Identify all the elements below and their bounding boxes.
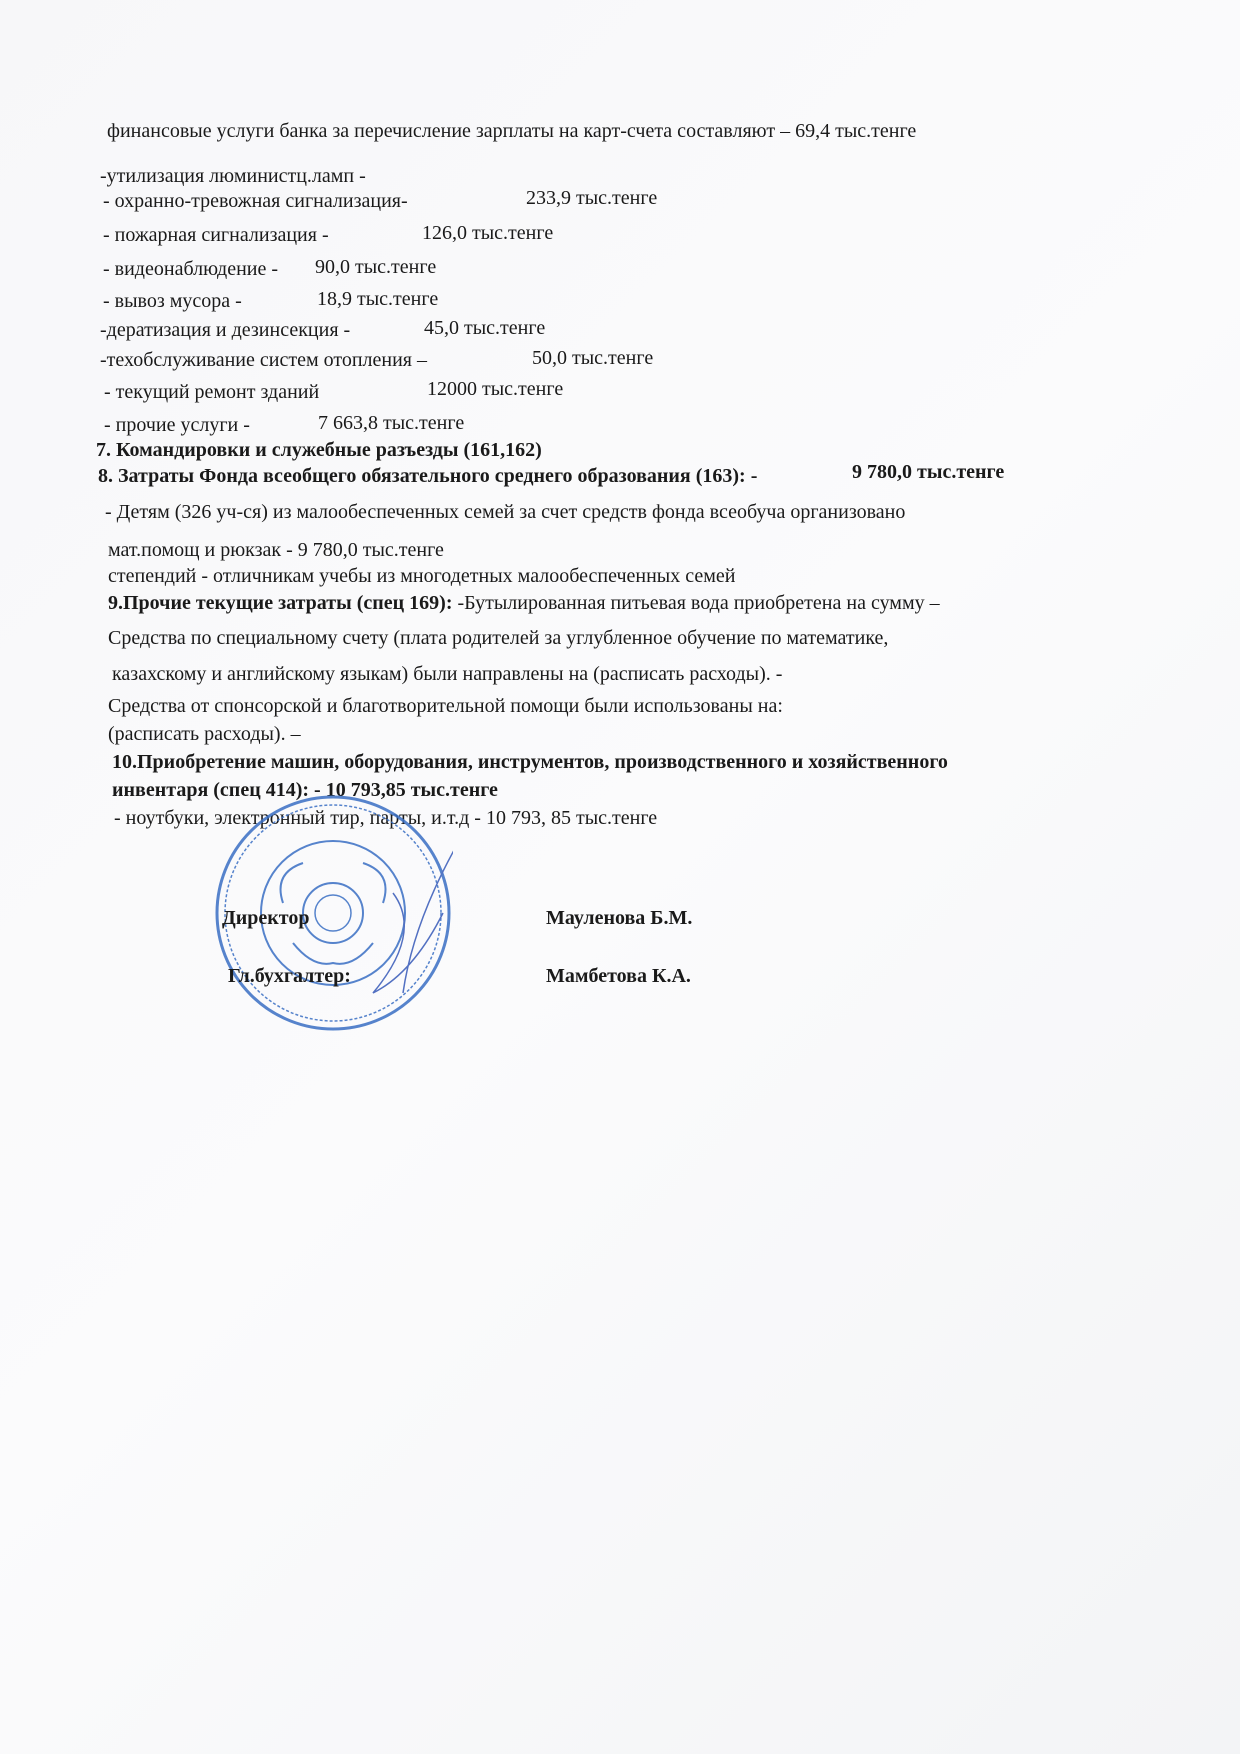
amount: 7 663,8 тыс.тенге <box>318 412 465 434</box>
text-line: мат.помощ и рюкзак - 9 780,0 тыс.тенге <box>108 539 444 561</box>
text-line: финансовые услуги банка за перечисление зарплаты на карт-счета составляют – 69,4 тыс.тенге <box>107 120 917 142</box>
text-line: - видеонаблюдение - <box>103 258 279 280</box>
director-name: Мауленова Б.М. <box>546 907 693 929</box>
amount: 18,9 тыс.тенге <box>317 288 439 310</box>
text-line: - вывоз мусора - <box>103 290 242 312</box>
section-9-heading <box>108 591 940 615</box>
text-line: Средства по специальному счету (плата родителей за углубленное обучение по математике, <box>108 627 889 649</box>
accountant-name: Мамбетова К.А. <box>546 965 691 987</box>
text-line: - ноутбуки, электронный тир, парты, и.т.д - 10 793, 85 тыс.тенге <box>114 807 658 829</box>
text-line: степендий - отличникам учебы из многодетных малообеспеченных семей <box>108 565 736 587</box>
amount: 126,0 тыс.тенге <box>422 222 554 244</box>
text-line: - Детям (326 уч-ся) из малообеспеченных семей за счет средств фонда всеобуча организовано <box>105 501 906 523</box>
section-7-heading: 7. Командировки и служебные разъезды (161,162) <box>96 439 542 461</box>
text-line: - прочие услуги - <box>104 414 250 436</box>
text-line: -дератизация и дезинсекция - <box>100 319 351 341</box>
text-line: -утилизация люминистц.ламп - <box>100 165 366 187</box>
text-line: казахскому и английскому языкам) были направлены на (расписать расходы). - <box>112 663 783 685</box>
director-title: Директор <box>222 907 310 929</box>
text-line: -техобслуживание систем отопления – <box>100 349 427 371</box>
accountant-title: Гл.бухгалтер: <box>228 965 351 987</box>
amount: 90,0 тыс.тенге <box>315 256 437 278</box>
amount: 50,0 тыс.тенге <box>532 347 654 369</box>
amount: 233,9 тыс.тенге <box>526 187 658 209</box>
section-9-text: -Бутылированная питьевая вода приобретена на сумму – <box>452 592 940 614</box>
text-line: - текущий ремонт зданий <box>104 381 320 403</box>
section-10-heading-cont: инвентаря (спец 414): - 10 793,85 тыс.тенге <box>112 779 498 801</box>
text-line: Средства от спонсорской и благотворительной помощи были использованы на: <box>108 695 783 717</box>
text-line: - охранно-тревожная сигнализация- <box>103 190 408 212</box>
text-line: - пожарная сигнализация - <box>103 224 329 246</box>
section-10-heading: 10.Приобретение машин, оборудования, инструментов, производственного и хозяйственного <box>112 751 948 773</box>
section-9-title: 9.Прочие текущие затраты (спец 169): <box>108 592 453 614</box>
section-8-heading: 8. Затраты Фонда всеобщего обязательного среднего образования (163): - <box>98 465 758 487</box>
amount: 45,0 тыс.тенге <box>424 317 546 339</box>
section-8-amount: 9 780,0 тыс.тенге <box>852 461 1005 483</box>
text-line: (расписать расходы). – <box>108 723 301 745</box>
amount: 12000 тыс.тенге <box>427 378 564 400</box>
